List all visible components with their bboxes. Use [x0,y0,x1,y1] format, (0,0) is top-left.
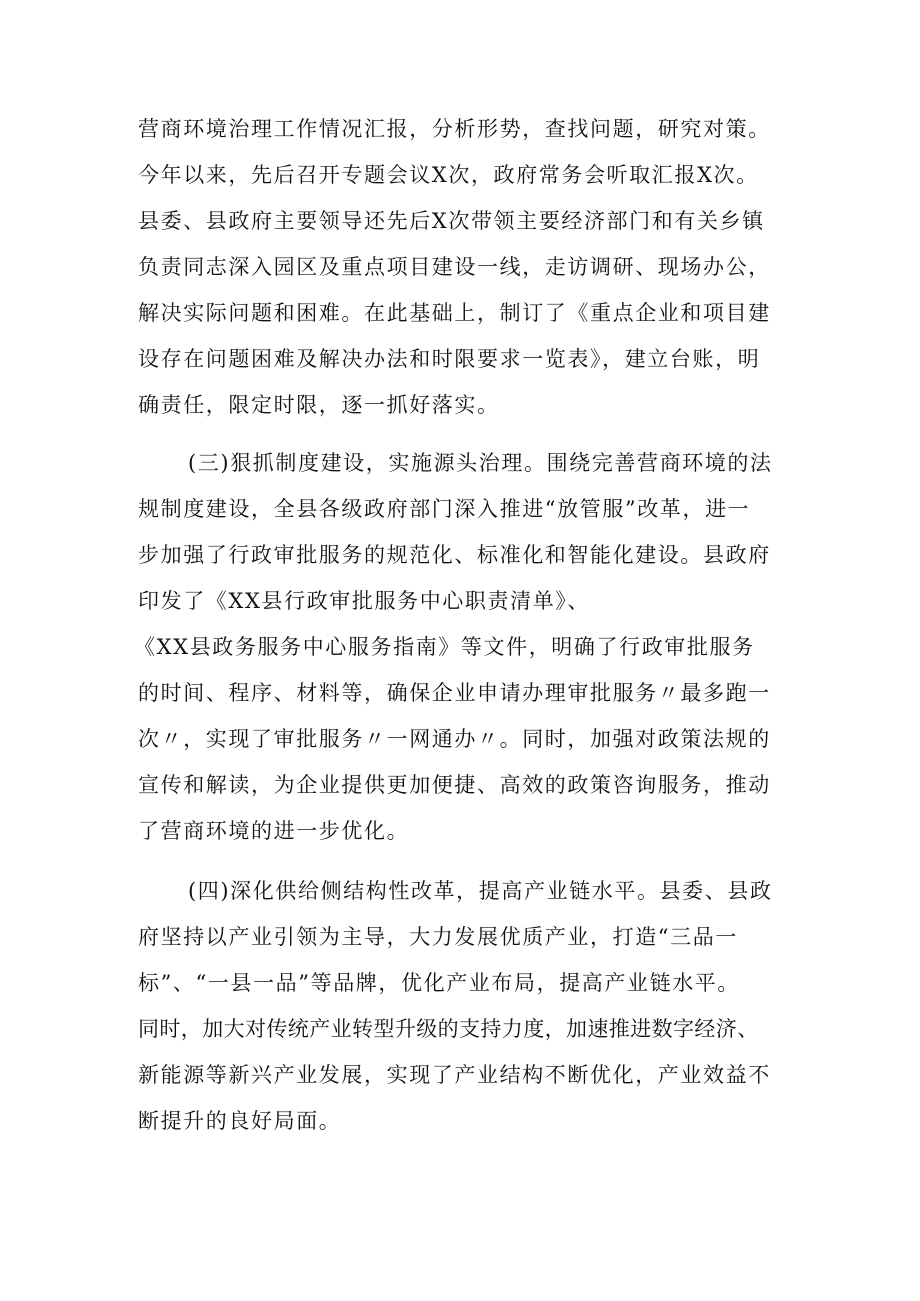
section-heading-line: (四)深化供给侧结构性改革，提高产业链水平。县委、县政 [188,879,773,903]
text-line: 确责任，限定时限，逐一抓好落实。 [138,393,500,417]
text-line: 府坚持以产业引领为主导，大力发展优质产业，打造“三品一 [138,925,738,949]
text-line: 宣传和解读，为企业提供更加便捷、高效的政策咨询服务，推动 [138,773,771,797]
text-line: 负责同志深入园区及重点项目建设一线，走访调研、现场办公， [138,255,771,279]
text-line: 断提升的良好局面。 [138,1109,342,1133]
text-line: 标”、“一县一品”等品牌，优化产业布局，提高产业链水平。 [138,971,741,995]
text-line: 营商环境治理工作情况汇报，分析形势，查找问题，研究对策。 [138,117,771,141]
text-line: 县委、县政府主要领导还先后X次带领主要经济部门和有关乡镇 [138,209,765,233]
text-line: 印发了《XX县行政审批服务中心职责清单》、 [138,589,590,613]
text-line: 设存在问题困难及解决办法和时限要求一览表》，建立台账，明 [138,347,761,371]
text-line: 规制度建设，全县各级政府部门深入推进“放管服”改革，进一 [138,497,751,521]
document-body [134,106,798,1144]
text-line: 次〃，实现了审批服务〃一网通办〃。同时，加强对政策法规的 [138,727,771,751]
text-line: 《XX县政务服务中心服务指南》等文件，明确了行政审批服务 [134,635,755,659]
text-line: 了营商环境的进一步优化。 [138,819,410,843]
section-heading-line: (三)狠抓制度建设，实施源头治理。围绕完善营商环境的法 [188,451,773,475]
text-line: 新能源等新兴产业发展，实现了产业结构不断优化，产业效益不 [138,1063,771,1087]
text-line: 的时间、程序、材料等，确保企业申请办理审批服务〃最多跑一 [138,681,771,705]
text-line: 今年以来，先后召开专题会议X次，政府常务会听取汇报X次。 [138,163,759,187]
text-line: 解决实际问题和困难。在此基础上，制订了《重点企业和项目建 [138,301,771,325]
text-line: 步加强了行政审批服务的规范化、标准化和智能化建设。县政府 [138,543,771,567]
text-line: 同时，加大对传统产业转型升级的支持力度，加速推进数字经济、 [138,1017,759,1041]
